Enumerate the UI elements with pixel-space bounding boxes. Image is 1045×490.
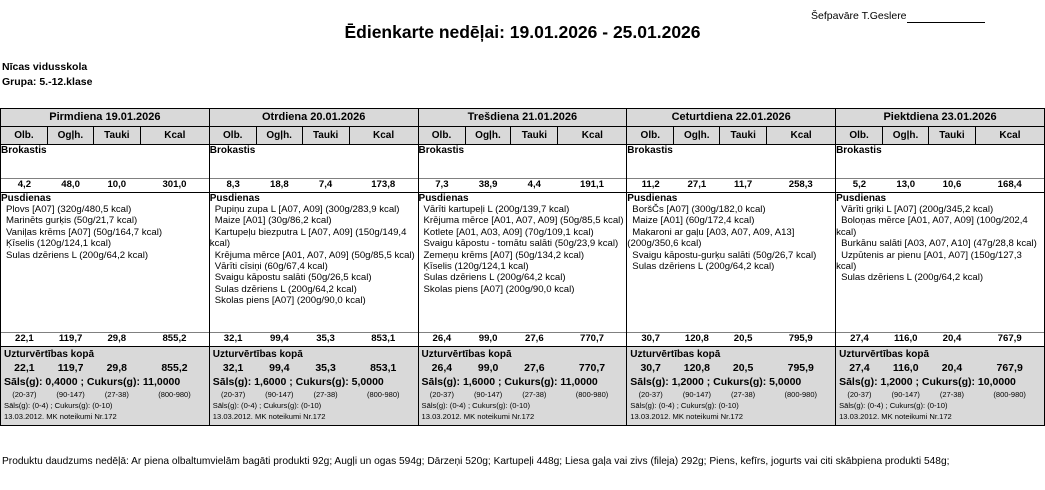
lunch-day4-total-tauki: 20,5: [733, 333, 753, 344]
signature-block: [811, 0, 1041, 23]
lunch-item: Vārīti kartupeļi L (200g/139,7 kcal): [423, 204, 570, 215]
summary-day4: [627, 347, 836, 426]
summary-value-tauki: 20,5: [732, 362, 754, 374]
breakfast-day5-total-olb: 5,2: [852, 179, 867, 190]
page-title: Ēdienkarte nedēļai: 19.01.2026 - 25.01.2026: [344, 22, 701, 42]
summary-value-kcal: 855,2: [161, 362, 188, 374]
summary-title: Uzturvērtības kopā: [212, 349, 303, 360]
breakfast-day4-total-ogļh: 27,1: [687, 179, 707, 190]
group-name: Grupa: 5.-12.klase: [2, 76, 93, 88]
summary-range-ogļh: (90-147): [682, 390, 712, 399]
nutrient-header-ogļh: Ogļh.: [883, 127, 929, 145]
nutrient-header-kcal: Kcal: [558, 127, 627, 145]
breakfast-day5-totals-cell: [836, 179, 1045, 193]
nutrient-header-ogļh: Ogļh.: [465, 127, 511, 145]
summary-range-ogļh: (90-147): [473, 390, 503, 399]
day-header-row: [1, 109, 1045, 127]
summary-salt-sugar-range: Sāls(g): (0-4) ; Cukurs(g): (0-10): [630, 401, 739, 410]
summary-values-row: [419, 361, 627, 375]
summary-values-row: [836, 361, 1044, 375]
breakfast-day4-total-olb: 11,2: [641, 179, 660, 190]
lunch-day3-totals-cell: [418, 333, 627, 347]
lunch-day2-total-olb: 32,1: [223, 333, 243, 344]
summary-range-kcal: (800-980): [158, 390, 191, 399]
nutrient-header-ogļh: Ogļh.: [674, 127, 720, 145]
day-header-1: Pirmdiena 19.01.2026: [1, 109, 210, 127]
summary-value-ogļh: 120,8: [683, 362, 711, 374]
summary-ranges-row: [210, 389, 418, 400]
lunch-items-day4: [627, 204, 836, 333]
lunch-label-row: [1, 193, 1045, 205]
summary-range-ogļh: (90-147): [265, 390, 294, 399]
summary-range-olb: (20-37): [429, 390, 454, 399]
lunch-day3-total-olb: 26,4: [432, 333, 452, 344]
breakfast-label-day2: Brokastis: [209, 145, 418, 157]
lunch-item: Sulas dzēriens L (200g/64,2 kcal): [6, 249, 149, 261]
lunch-label-day3: Pusdienas: [418, 193, 627, 205]
summary-value-ogļh: 116,0: [892, 362, 919, 374]
lunch-item: Burkānu salāti [A03, A07, A10] (47g/28,8 kcal): [841, 238, 1037, 250]
breakfast-day3-total-kcal: 191,1: [579, 179, 604, 190]
lunch-day1-totals-cell: [1, 333, 210, 347]
menu-table: [0, 108, 1045, 426]
lunch-day1-total-kcal: 855,2: [162, 333, 187, 344]
nutrient-header-tauki: Tauki: [720, 127, 767, 145]
lunch-item: Svaigu kāpostu salāti (50g/26,5 kcal): [214, 272, 372, 284]
summary-day1: [1, 347, 210, 426]
lunch-day4-totals-cell: [627, 333, 836, 347]
day-header-2: Otrdiena 20.01.2026: [209, 109, 418, 127]
lunch-item: Ķīselis (120g/124,1 kcal): [423, 261, 529, 273]
nutrient-header-olb: Olb.: [627, 127, 674, 145]
nutrient-header-tauki: Tauki: [93, 127, 140, 145]
breakfast-items-day5: [836, 156, 1045, 179]
summary-salt-sugar: Sāls(g): 1,2000 ; Cukurs(g): 10,0000: [839, 376, 1016, 388]
nutrient-header-tauki: Tauki: [302, 127, 349, 145]
lunch-day4-total-ogļh: 120,8: [684, 333, 709, 344]
summary-range-ogļh: (90-147): [891, 390, 920, 399]
lunch-day2-total-tauki: 35,3: [316, 333, 335, 344]
summary-salt-sugar-range: Sāls(g): (0-4) ; Cukurs(g): (0-10): [421, 401, 530, 410]
nutrient-header-olb: Olb.: [836, 127, 883, 145]
nutrient-header-olb: Olb.: [1, 127, 48, 145]
breakfast-day2-total-olb: 8,3: [226, 179, 240, 190]
lunch-label-day4: Pusdienas: [627, 193, 836, 205]
summary-range-kcal: (800-980): [784, 390, 818, 399]
summary-range-kcal: (800-980): [993, 390, 1026, 399]
footer-note: Produktu daudzums nedēļā: Ar piena olbaltumvielām bagāti produkti 92g; Augļi un ogas 594g; Dārzeņi 520g; Kartupeļi 448g; Liesa gaļa vai zivs (fileja) 292g; Piens, kefīrs, jogurts vai citi skābpiena produkti 548g;: [2, 456, 950, 467]
lunch-item: Krējuma mērce [A01, A07, A09] (50g/85,5 kcal): [214, 249, 415, 261]
nutrient-header-tauki: Tauki: [928, 127, 975, 145]
nutrient-header-ogļh: Ogļh.: [256, 127, 302, 145]
lunch-day3-total-tauki: 27,6: [524, 333, 544, 344]
summary-range-tauki: (27-38): [522, 390, 547, 399]
summary-value-olb: 27,4: [849, 362, 870, 374]
nutrient-header-row: [1, 127, 1045, 145]
breakfast-day2-total-tauki: 7,4: [318, 179, 333, 190]
breakfast-label-day4: Brokastis: [627, 145, 836, 157]
nutrient-header-kcal: Kcal: [767, 127, 836, 145]
breakfast-day1-totals-cell: [1, 179, 210, 193]
summary-regulation-note: 13.03.2012. MK noteikumi Nr.172: [4, 412, 117, 421]
day-header-5: Piektdiena 23.01.2026: [836, 109, 1045, 127]
lunch-item: Uzpūtenis ar pienu [A01, A07] (150g/127,3 kcal): [836, 249, 1022, 273]
summary-day2: [209, 347, 418, 426]
summary-value-kcal: 767,9: [996, 362, 1023, 374]
lunch-day2-total-ogļh: 99,4: [270, 333, 289, 344]
lunch-item: Boloņas mērce [A01, A07, A09] (100g/202,4 kcal): [836, 215, 1028, 238]
school-name: Nīcas vidusskola: [2, 61, 88, 73]
summary-value-tauki: 29,8: [106, 362, 128, 374]
summary-range-olb: (20-37): [847, 390, 872, 399]
summary-salt-sugar-range: Sāls(g): (0-4) ; Cukurs(g): (0-10): [4, 401, 113, 410]
breakfast-day3-total-tauki: 4,4: [527, 179, 541, 190]
summary-regulation-note: 13.03.2012. MK noteikumi Nr.172: [630, 412, 744, 421]
nutrient-header-kcal: Kcal: [349, 127, 418, 145]
lunch-item: Marinēts gurķis (50g/21,7 kcal): [6, 215, 138, 227]
lunch-day4-total-olb: 30,7: [641, 333, 660, 344]
summary-salt-sugar-range: Sāls(g): (0-4) ; Cukurs(g): (0-10): [839, 401, 948, 410]
summary-row: [1, 347, 1045, 426]
lunch-label-day2: Pusdienas: [209, 193, 418, 205]
summary-salt-sugar: Sāls(g): 1,6000 ; Cukurs(g): 5,0000: [212, 376, 384, 388]
lunch-items-day3: [418, 204, 627, 333]
summary-value-kcal: 770,7: [578, 362, 606, 374]
summary-range-kcal: (800-980): [366, 390, 400, 399]
breakfast-day1-total-kcal: 301,0: [162, 179, 187, 190]
summary-range-olb: (20-37): [638, 390, 663, 399]
lunch-day5-total-ogļh: 116,0: [893, 333, 918, 344]
breakfast-day2-total-kcal: 173,8: [371, 179, 396, 190]
lunch-item: BoršČs [A07] (300g/182,0 kcal): [632, 204, 766, 215]
summary-salt-sugar: Sāls(g): 1,2000 ; Cukurs(g): 5,0000: [630, 376, 802, 388]
summary-salt-sugar: Sāls(g): 0,4000 ; Cukurs(g): 11,0000: [4, 376, 181, 388]
breakfast-label-day1: Brokastis: [1, 145, 210, 157]
lunch-item: Zemeņu krēms [A07] (50g/134,2 kcal): [423, 249, 585, 261]
lunch-day1-total-tauki: 29,8: [107, 333, 127, 344]
breakfast-day2-totals-cell: [209, 179, 418, 193]
lunch-item: Kotlete [A01, A03, A09] (70g/109,1 kcal): [423, 226, 594, 238]
summary-range-olb: (20-37): [12, 390, 37, 399]
nutrient-header-kcal: Kcal: [975, 127, 1044, 145]
summary-values-row: [627, 361, 835, 375]
summary-value-ogļh: 99,4: [269, 362, 290, 374]
breakfast-day5-total-tauki: 10,6: [942, 179, 962, 190]
lunch-item: Vārīti griķi L [A07] (200g/345,2 kcal): [841, 204, 994, 215]
summary-title: Uzturvērtības kopā: [839, 349, 930, 360]
summary-value-kcal: 795,9: [787, 362, 814, 374]
breakfast-day3-total-ogļh: 38,9: [478, 179, 498, 190]
summary-day3: [418, 347, 627, 426]
breakfast-items-day4: [627, 156, 836, 179]
breakfast-label-day3: Brokastis: [418, 145, 627, 157]
summary-range-ogļh: (90-147): [56, 390, 85, 399]
summary-ranges-row: [627, 389, 835, 400]
summary-regulation-note: 13.03.2012. MK noteikumi Nr.172: [212, 412, 326, 421]
lunch-item: Vārīti cīsiņi (60g/67,4 kcal): [214, 261, 328, 273]
summary-range-tauki: (27-38): [104, 390, 129, 399]
summary-regulation-note: 13.03.2012. MK noteikumi Nr.172: [421, 412, 535, 421]
summary-value-olb: 26,4: [431, 362, 453, 374]
breakfast-items-day3: [418, 156, 627, 179]
summary-ranges-row: [1, 389, 209, 400]
summary-range-olb: (20-37): [221, 390, 246, 399]
summary-value-tauki: 20,4: [941, 362, 963, 374]
summary-value-tauki: 35,3: [315, 362, 336, 374]
breakfast-label-row: [1, 145, 1045, 157]
summary-ranges-row: [836, 389, 1044, 400]
lunch-day1-total-olb: 22,1: [15, 333, 34, 344]
breakfast-day2-total-ogļh: 18,8: [270, 179, 289, 190]
summary-range-tauki: (27-38): [313, 390, 338, 399]
breakfast-day1-total-olb: 4,2: [17, 179, 32, 190]
lunch-day2-totals-cell: [209, 333, 418, 347]
lunch-item: Maize [A01] (30g/86,2 kcal): [214, 215, 332, 227]
lunch-items-day1: [1, 204, 210, 333]
summary-title: Uzturvērtības kopā: [421, 349, 512, 360]
breakfast-items-row: [1, 156, 1045, 179]
summary-title: Uzturvērtības kopā: [630, 349, 721, 360]
breakfast-day4-total-kcal: 258,3: [788, 179, 813, 190]
nutrient-header-ogļh: Ogļh.: [47, 127, 93, 145]
lunch-day2-total-kcal: 853,1: [371, 333, 396, 344]
lunch-day3-total-kcal: 770,7: [579, 333, 604, 344]
summary-range-tauki: (27-38): [939, 390, 965, 399]
lunch-item: Pupiņu zupa L [A07, A09] (300g/283,9 kcal): [214, 204, 400, 215]
breakfast-totals-row: [1, 179, 1045, 193]
lunch-item: Maize [A01] (60g/172,4 kcal): [632, 215, 755, 227]
summary-day5: [836, 347, 1045, 426]
lunch-items-day2: [209, 204, 418, 333]
day-header-3: Trešdiena 21.01.2026: [418, 109, 627, 127]
breakfast-day3-totals-cell: [418, 179, 627, 193]
lunch-totals-row: [1, 333, 1045, 347]
signature-line-partial: [811, 0, 1041, 9]
lunch-item: Kartupeļu biezputra L [A07, A09] (150g/149,4 kcal): [209, 226, 407, 250]
lunch-item: Sulas dzēriens L (200g/64,2 kcal): [841, 272, 984, 284]
lunch-item: Sulas dzēriens L (200g/64,2 kcal): [632, 261, 775, 273]
breakfast-day1-total-tauki: 10,0: [107, 179, 127, 190]
lunch-items-row: [1, 204, 1045, 333]
breakfast-day1-total-ogļh: 48,0: [61, 179, 80, 190]
nutrient-header-kcal: Kcal: [140, 127, 209, 145]
nutrient-header-olb: Olb.: [418, 127, 465, 145]
lunch-item: Sulas dzēriens L (200g/64,2 kcal): [214, 283, 357, 295]
lunch-label-day5: Pusdienas: [836, 193, 1045, 205]
summary-salt-sugar: Sāls(g): 1,6000 ; Cukurs(g): 11,0000: [421, 376, 598, 388]
summary-regulation-note: 13.03.2012. MK noteikumi Nr.172: [839, 412, 952, 421]
lunch-day5-total-kcal: 767,9: [997, 333, 1022, 344]
breakfast-day4-total-tauki: 11,7: [734, 179, 753, 190]
lunch-day5-total-olb: 27,4: [850, 333, 869, 344]
breakfast-items-day2: [209, 156, 418, 179]
summary-value-olb: 32,1: [222, 362, 244, 374]
summary-range-kcal: (800-980): [575, 390, 609, 399]
lunch-label-day1: Pusdienas: [1, 193, 210, 205]
lunch-day5-total-tauki: 20,4: [942, 333, 962, 344]
summary-ranges-row: [419, 389, 627, 400]
nutrient-header-olb: Olb.: [209, 127, 256, 145]
summary-range-tauki: (27-38): [731, 390, 756, 399]
lunch-item: Plovs [A07] (320g/480,5 kcal): [6, 204, 132, 215]
summary-title: Uzturvērtības kopā: [4, 349, 95, 360]
lunch-item: Ķīselis (120g/124,1 kcal): [6, 238, 112, 250]
summary-value-ogļh: 99,0: [477, 362, 499, 374]
summary-value-ogļh: 119,7: [57, 362, 84, 374]
lunch-item: Skolas piens [A07] (200g/90,0 kcal): [214, 295, 366, 307]
organization-block: [2, 60, 92, 90]
breakfast-day4-totals-cell: [627, 179, 836, 193]
breakfast-items-day1: [1, 156, 210, 179]
summary-value-olb: 30,7: [640, 362, 661, 374]
menu-table-body: [1, 145, 1045, 426]
lunch-item: Sulas dzēriens L (200g/64,2 kcal): [423, 272, 566, 284]
lunch-item: Makaroni ar gaļu [A03, A07, A09, A13] (200g/350,6 kcal): [627, 226, 795, 250]
chef-label: Šefpavāre T.Geslere: [811, 10, 907, 22]
breakfast-day5-total-kcal: 168,4: [997, 179, 1022, 190]
breakfast-day3-total-olb: 7,3: [435, 179, 449, 190]
breakfast-label-day5: Brokastis: [836, 145, 1045, 157]
lunch-item: Krējuma mērce [A01, A07, A09] (50g/85,5 kcal): [423, 215, 624, 227]
lunch-day1-total-ogļh: 119,7: [58, 333, 83, 344]
lunch-items-day5: [836, 204, 1045, 333]
day-header-4: Ceturtdiena 22.01.2026: [627, 109, 836, 127]
summary-values-row: [210, 361, 418, 375]
lunch-day5-totals-cell: [836, 333, 1045, 347]
breakfast-day5-total-ogļh: 13,0: [896, 179, 916, 190]
summary-value-tauki: 27,6: [524, 362, 545, 374]
lunch-day4-total-kcal: 795,9: [788, 333, 813, 344]
summary-values-row: [1, 361, 209, 375]
summary-value-olb: 22,1: [14, 362, 35, 374]
summary-value-kcal: 853,1: [370, 362, 397, 374]
lunch-day3-total-ogļh: 99,0: [478, 333, 498, 344]
menu-table-head: [1, 109, 1045, 145]
lunch-item: Vaniļas krēms [A07] (50g/164,7 kcal): [6, 226, 163, 238]
summary-salt-sugar-range: Sāls(g): (0-4) ; Cukurs(g): (0-10): [212, 401, 322, 410]
lunch-item: Svaigu kāpostu - tomātu salāti (50g/23,9 kcal): [423, 238, 619, 250]
nutrient-header-tauki: Tauki: [511, 127, 558, 145]
lunch-item: Skolas piens [A07] (200g/90,0 kcal): [423, 283, 575, 295]
lunch-item: Svaigu kāpostu-gurķu salāti (50g/26,7 kcal): [632, 249, 817, 261]
